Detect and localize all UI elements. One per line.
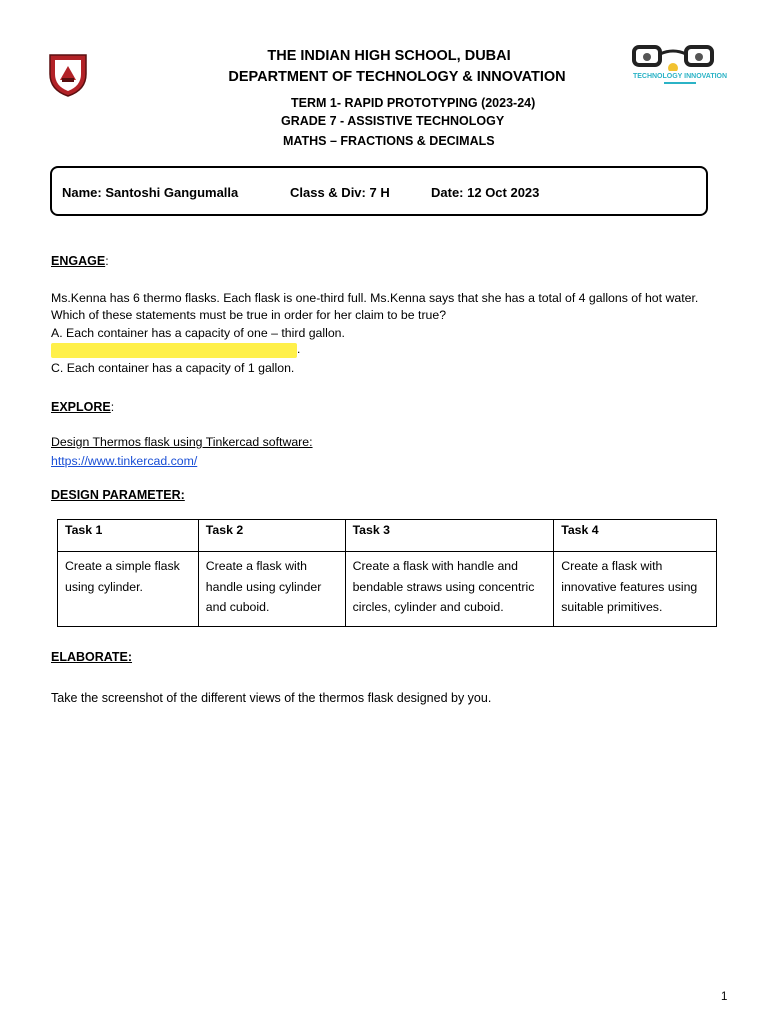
design-instruction: Design Thermos flask using Tinkercad software:	[51, 435, 313, 449]
dept-logo-text: TECHNOLOGY INNOVATION	[632, 73, 728, 80]
student-name: Name: Santoshi Gangumalla	[62, 185, 239, 200]
date-field: Date: 12 Oct 2023	[431, 185, 540, 200]
option-b-end: .	[297, 342, 301, 356]
tinkercad-link[interactable]: https://www.tinkercad.com/	[51, 454, 198, 468]
design-parameter-table	[57, 519, 717, 627]
table-cell: Create a flask with innovative features using suitable primitives.	[554, 552, 717, 627]
subject-subtitle: MATHS – FRACTIONS & DECIMALS	[283, 134, 495, 148]
table-row	[58, 552, 717, 627]
question-line-2: Which of these statements must be true in order for her claim to be true?	[51, 308, 447, 322]
engage-heading: ENGAGE	[51, 254, 106, 268]
elaborate-instruction: Take the screenshot of the different views of the thermos flask designed by you.	[51, 691, 492, 705]
question-line-1: Ms.Kenna has 6 thermo flasks. Each flask is one-third full. Ms.Kenna says that she has a total of 4 gallons of hot water.	[51, 291, 699, 305]
explore-section-heading	[51, 398, 114, 417]
option-c: C. Each container has a capacity of 1 gallon.	[51, 361, 295, 375]
table-header-cell: Task 2	[198, 520, 345, 552]
term-subtitle: TERM 1- RAPID PROTOTYPING (2023-24)	[291, 96, 536, 110]
department-title: DEPARTMENT OF TECHNOLOGY & INNOVATION	[228, 69, 566, 85]
elaborate-heading: ELABORATE:	[51, 650, 133, 664]
engage-heading-colon: :	[105, 254, 109, 268]
engage-section-heading	[51, 252, 109, 271]
option-a: A. Each container has a capacity of one – third gallon.	[51, 326, 345, 340]
table-header-cell: Task 4	[554, 520, 717, 552]
table-cell: Create a flask with handle and bendable straws using concentric circles, cylinder and cuboid.	[345, 552, 554, 627]
table-header-row	[58, 520, 717, 552]
option-b-highlight	[51, 343, 297, 358]
design-parameter-heading: DESIGN PARAMETER:	[51, 488, 185, 502]
page-number: 1	[721, 991, 728, 1003]
table-cell: Create a flask with handle using cylinder and cuboid.	[198, 552, 345, 627]
school-title: THE INDIAN HIGH SCHOOL, DUBAI	[267, 48, 511, 64]
class-division: Class & Div: 7 H	[290, 185, 390, 200]
explore-heading: EXPLORE	[51, 400, 111, 414]
table-header-cell: Task 3	[345, 520, 554, 552]
table-cell: Create a simple flask using cylinder.	[58, 552, 199, 627]
grade-subtitle: GRADE 7 - ASSISTIVE TECHNOLOGY	[281, 114, 505, 128]
table-header-cell: Task 1	[58, 520, 199, 552]
explore-heading-colon: :	[110, 400, 115, 414]
